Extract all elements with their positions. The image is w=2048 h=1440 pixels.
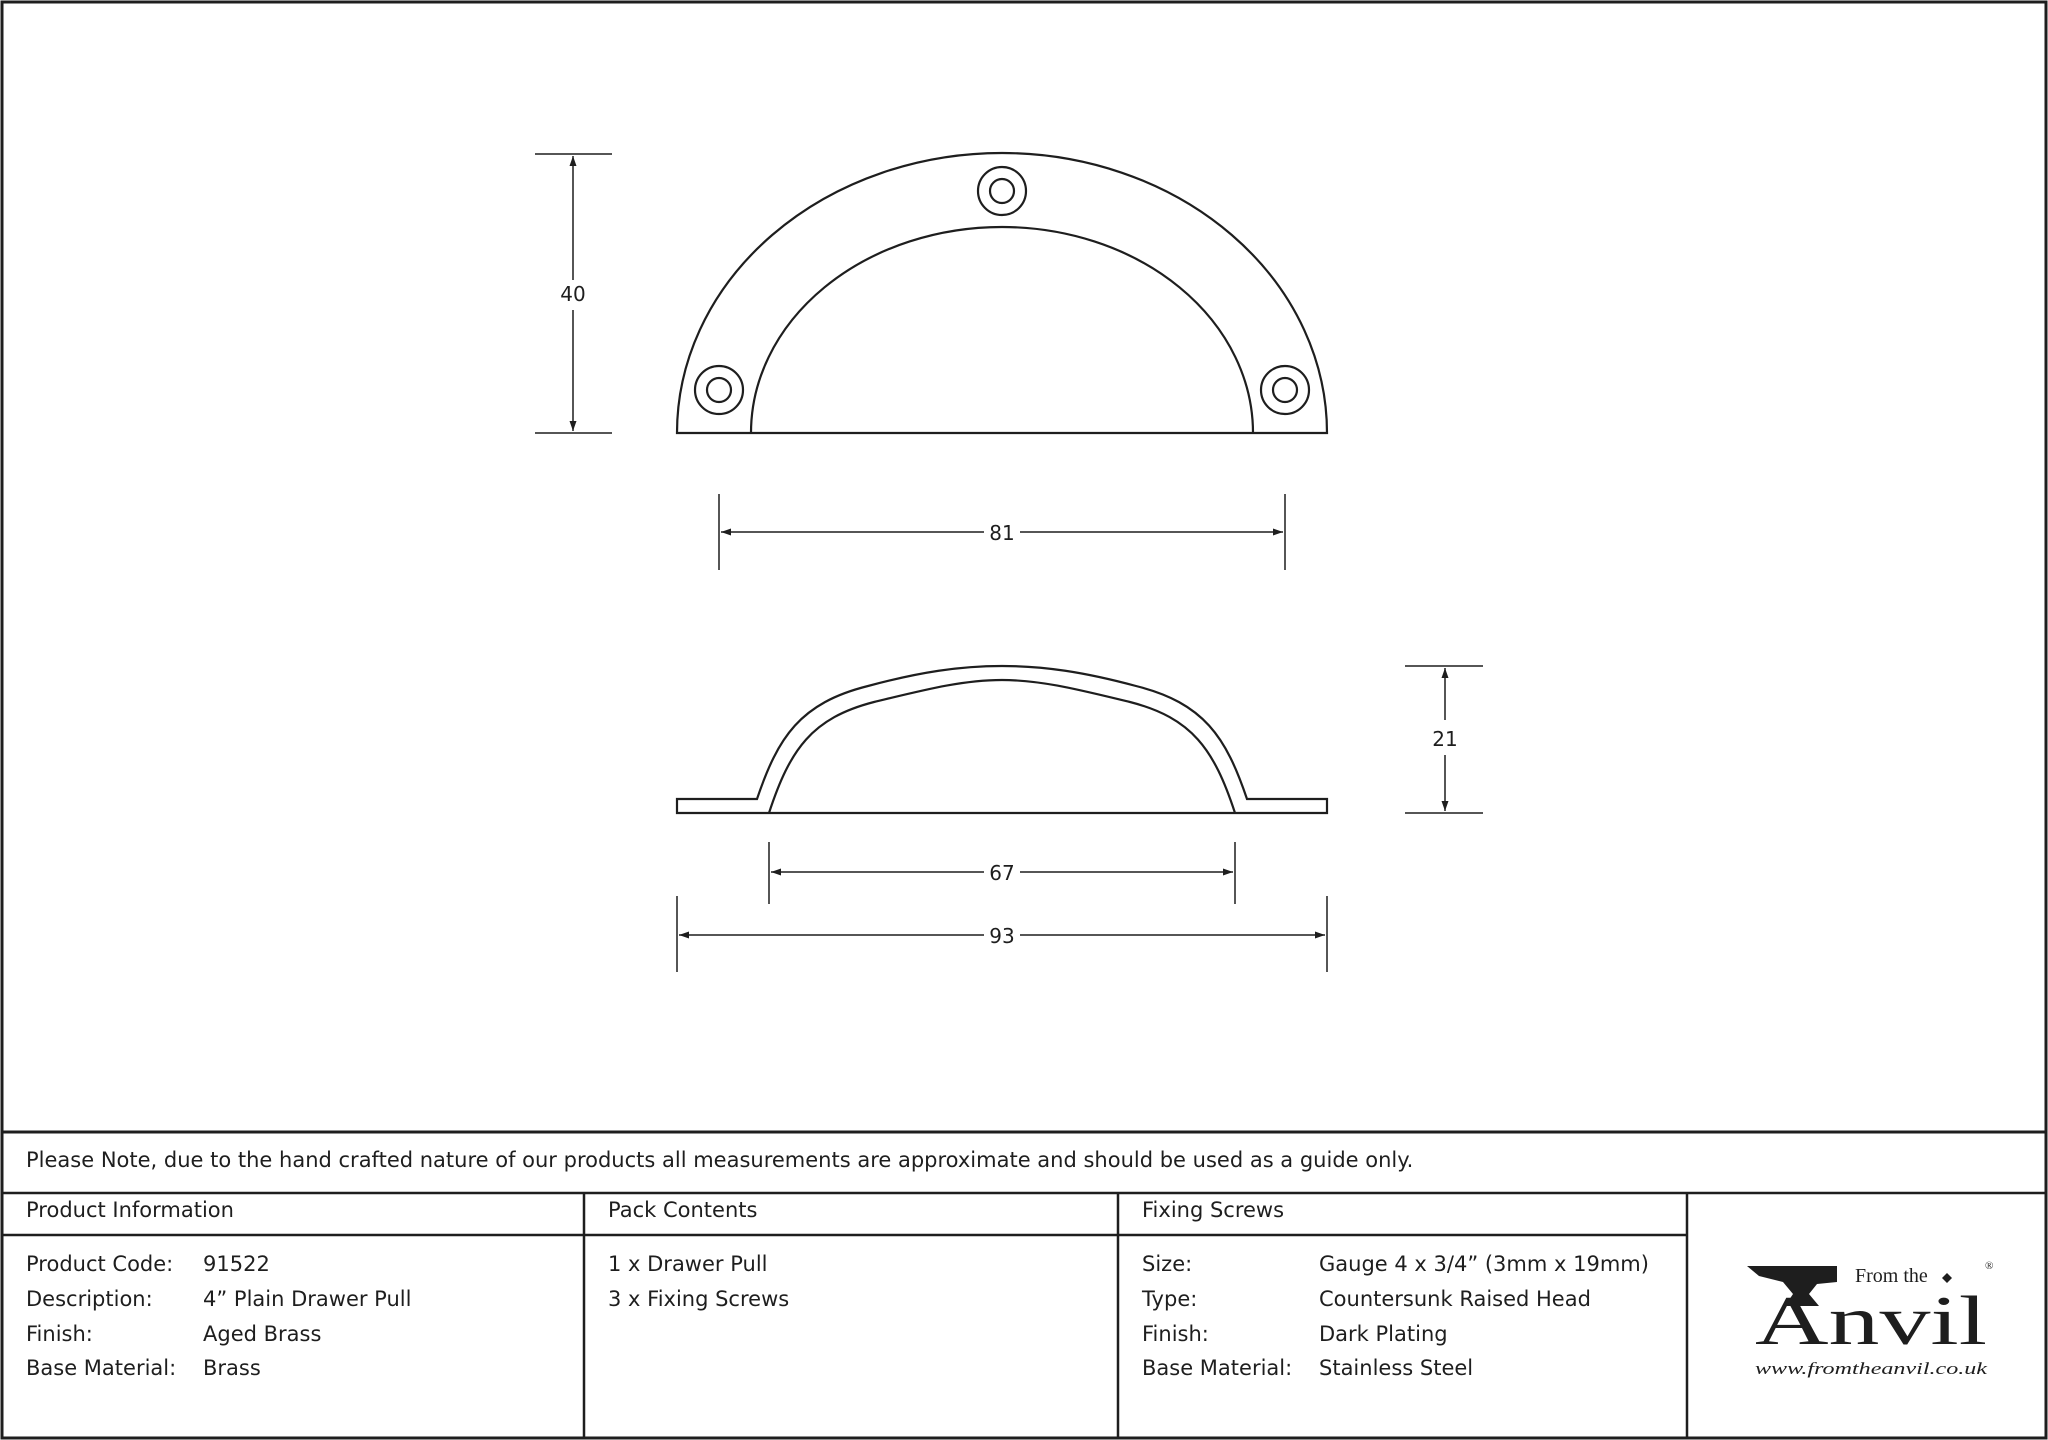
screw-hole-left bbox=[695, 366, 743, 414]
finish-label: Finish: bbox=[26, 1322, 93, 1346]
finish-value: Aged Brass bbox=[203, 1322, 322, 1346]
screw-size-value: Gauge 4 x 3/4” (3mm x 19mm) bbox=[1319, 1252, 1649, 1276]
product-info-header: Product Information bbox=[26, 1198, 234, 1222]
pack-item: 3 x Fixing Screws bbox=[608, 1287, 790, 1311]
screw-material-label: Base Material: bbox=[1142, 1356, 1293, 1380]
top-view bbox=[677, 153, 1327, 433]
measurement-note: Please Note, due to the hand crafted nature of our products all measurements are approximate and should be used as a guide only. bbox=[26, 1148, 1414, 1172]
diamond-icon bbox=[1942, 1273, 1952, 1283]
pack-contents-header: Pack Contents bbox=[608, 1198, 758, 1222]
base-material-label: Base Material: bbox=[26, 1356, 177, 1380]
screw-hole-right bbox=[1261, 366, 1309, 414]
product-code-value: 91522 bbox=[203, 1252, 270, 1276]
pack-item: 1 x Drawer Pull bbox=[608, 1252, 768, 1276]
dimension-label-93: 93 bbox=[989, 924, 1015, 948]
logo-brand: Anvil bbox=[1755, 1283, 1987, 1360]
dimension-label-67: 67 bbox=[989, 861, 1015, 885]
screw-type-value: Countersunk Raised Head bbox=[1319, 1287, 1591, 1311]
description-value: 4” Plain Drawer Pull bbox=[203, 1287, 412, 1311]
from-the-anvil-logo bbox=[1745, 1252, 2005, 1382]
screw-hole-top bbox=[978, 167, 1026, 215]
logo-top-text: From the bbox=[1855, 1265, 1928, 1287]
screw-finish-value: Dark Plating bbox=[1319, 1322, 1448, 1346]
description-label: Description: bbox=[26, 1287, 153, 1311]
base-material-value: Brass bbox=[203, 1356, 261, 1380]
screw-finish-label: Finish: bbox=[1142, 1322, 1209, 1346]
dimension-label-21: 21 bbox=[1432, 727, 1458, 751]
fixing-screws-header: Fixing Screws bbox=[1142, 1198, 1285, 1222]
screw-size-label: Size: bbox=[1142, 1252, 1193, 1276]
side-view bbox=[677, 666, 1327, 813]
logo-url: www.fromtheanvil.co.uk bbox=[1755, 1359, 1988, 1378]
screw-material-value: Stainless Steel bbox=[1319, 1356, 1474, 1380]
dimension-label-40: 40 bbox=[560, 282, 586, 306]
registered-mark: ® bbox=[1985, 1260, 1994, 1272]
screw-type-label: Type: bbox=[1142, 1287, 1198, 1311]
product-code-label: Product Code: bbox=[26, 1252, 174, 1276]
dimension-label-81: 81 bbox=[989, 521, 1015, 545]
